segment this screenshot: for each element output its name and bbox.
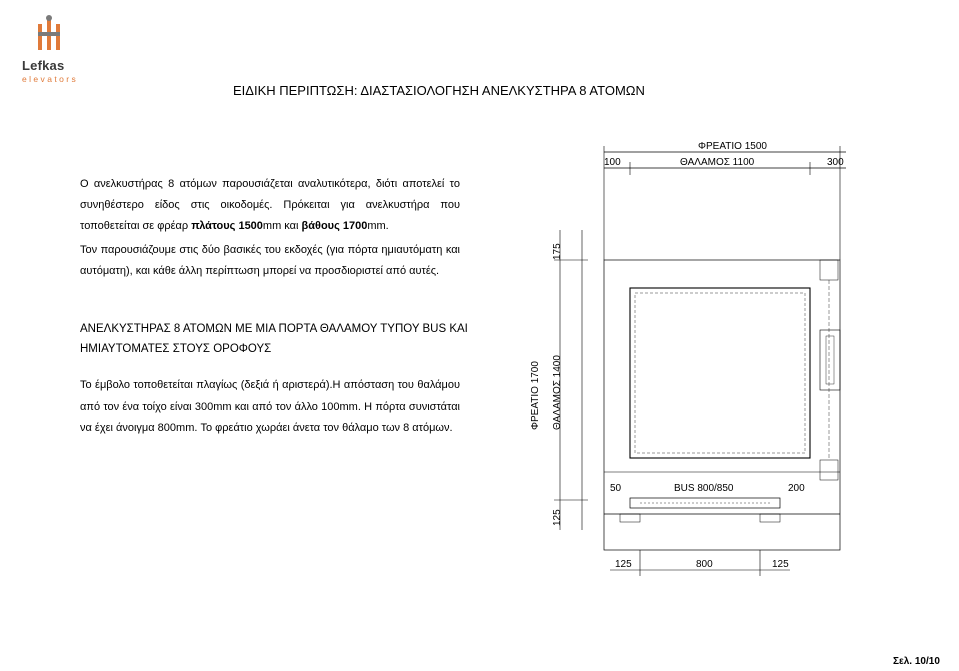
piston-inner bbox=[826, 336, 834, 384]
door-right: 200 bbox=[788, 483, 805, 494]
dim-bottom-gap: 125 bbox=[552, 509, 563, 526]
car-inner-outline bbox=[635, 293, 805, 453]
opening-right: 125 bbox=[772, 559, 789, 570]
landing-jamb-left bbox=[620, 514, 640, 522]
intro-text-b: mm και bbox=[262, 220, 302, 232]
shaft-outline bbox=[604, 260, 840, 550]
opening-left: 125 bbox=[615, 559, 632, 570]
rail-bracket-top bbox=[820, 260, 838, 280]
opening-width: 800 bbox=[696, 559, 713, 570]
piston-block bbox=[820, 330, 840, 390]
page-title: ΕΙΔΙΚΗ ΠΕΡΙΠΤΩΣΗ: ΔΙΑΣΤΑΣΙΟΛΟΓΗΣΗ ΑΝΕΛΚΥΣΤΗΡΑ 8 ΑΤΟΜΩΝ bbox=[233, 83, 645, 98]
intro-paragraph bbox=[80, 174, 460, 237]
dim-car-depth: ΘΑΛΑΜΟΣ 1400 bbox=[552, 355, 563, 430]
dim-top-gap: 175 bbox=[552, 243, 563, 260]
logo-subtitle: elevators bbox=[22, 74, 79, 84]
door-left: 50 bbox=[610, 483, 622, 494]
dim-left-gap: 100 bbox=[604, 157, 621, 168]
elevator-plan-drawing bbox=[520, 130, 844, 580]
placement-paragraph: Το έμβολο τοποθετείται πλαγίως (δεξιά ή αριστερά).Η απόσταση του θαλάμου από τον ένα τοίχο είναι 300mm και από τον άλλο 100mm. Η πόρτα συνιστάται να έχει άνοιγμα 800mm. Το φρεάτιο χωράει άνετα τον θάλαμο των 8 ατόμων. bbox=[80, 379, 460, 434]
page-number: Σελ. 10/10 bbox=[893, 656, 940, 667]
rail-bracket-bottom bbox=[820, 460, 838, 480]
intro-depth-bold: βάθους 1700 bbox=[301, 220, 368, 232]
intro-text-a: Ο ανελκυστήρας 8 ατόμων παρουσιάζεται αναλυτικότερα, διότι αποτελεί το συνηθέστερο είδος στις οικοδομές. Πρόκειται για ανελκυστήρα που τοποθετείται σε φρέαρ bbox=[80, 178, 460, 232]
versions-paragraph: Τον παρουσιάζουμε στις δύο βασικές του εκδοχές (για πόρτα ημιαυτόματη και αυτόματη), και κάθε άλλη περίπτωση μπορεί να προσδιοριστεί από αυτές. bbox=[80, 244, 460, 277]
intro-width-bold: πλάτους 1500 bbox=[191, 220, 263, 232]
company-logo bbox=[22, 14, 82, 84]
dim-shaft-width: ΦΡΕΑΤΙΟ 1500 bbox=[698, 141, 767, 152]
dim-right-gap: 300 bbox=[827, 157, 844, 168]
logo-name: Lefkas bbox=[22, 58, 65, 73]
section-heading: ΑΝΕΛΚΥΣΤΗΡΑΣ 8 ΑΤΟΜΩΝ ΜΕ ΜΙΑ ΠΟΡΤΑ ΘΑΛΑΜΟΥ ΤΥΠΟΥ BUS ΚΑΙ ΗΜΙΑΥΤΟΜΑΤΕΣ ΣΤΟΥΣ ΟΡΟΦΟΥΣ bbox=[80, 323, 468, 355]
dim-car-width: ΘΑΛΑΜΟΣ 1100 bbox=[680, 157, 755, 168]
car-outline bbox=[630, 288, 810, 458]
dim-shaft-depth: ΦΡΕΑΤΙΟ 1700 bbox=[530, 361, 541, 430]
door-type: BUS 800/850 bbox=[674, 483, 734, 494]
lefkas-logo-mark-icon bbox=[36, 14, 62, 54]
landing-jamb-right bbox=[760, 514, 780, 522]
intro-text-c: mm. bbox=[367, 220, 389, 232]
